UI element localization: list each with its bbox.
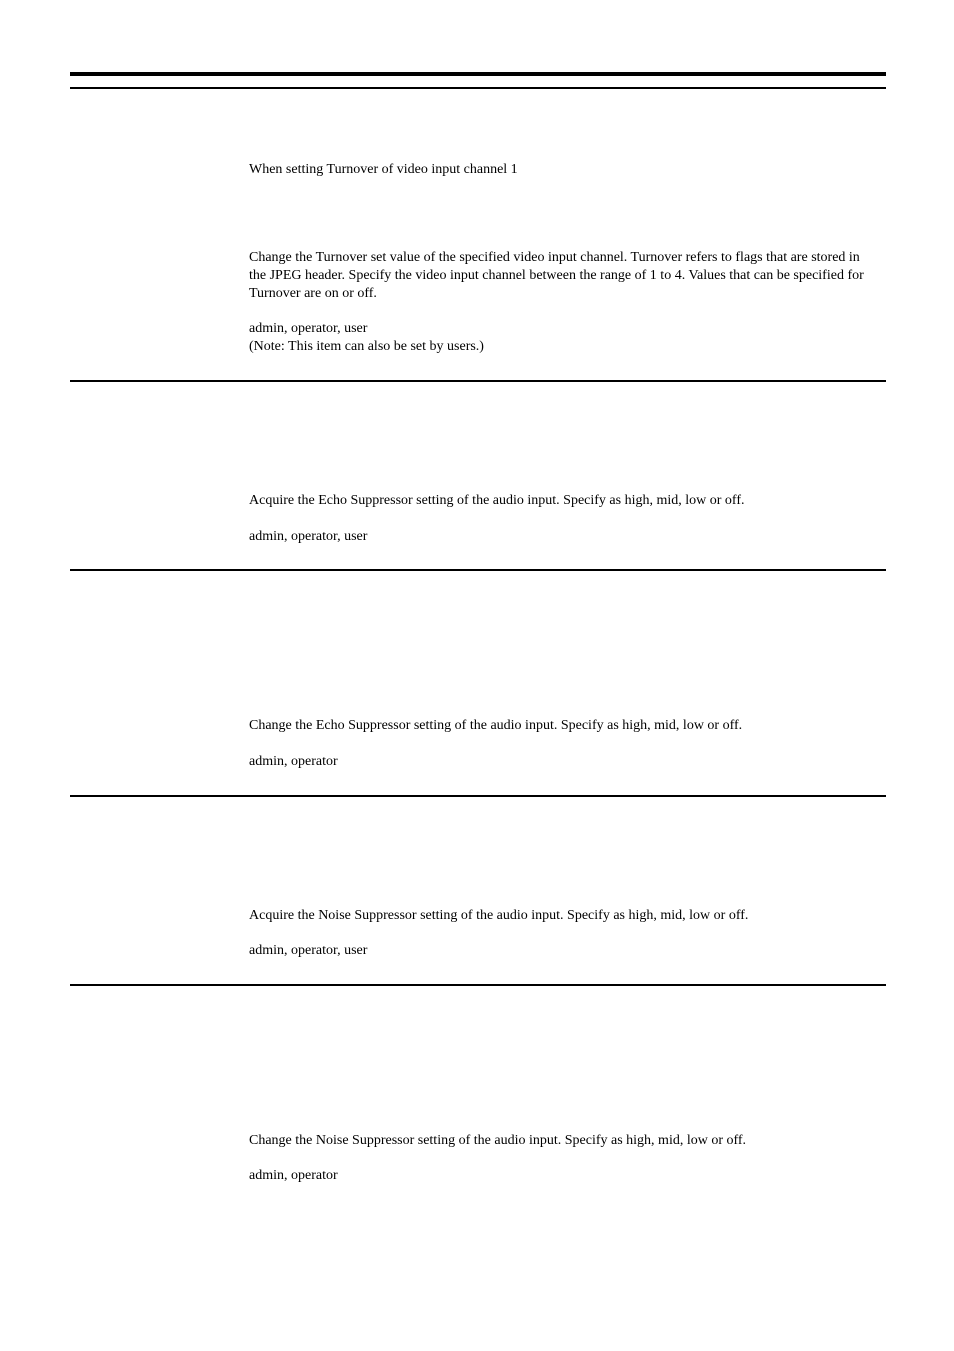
turnover-description-line-3: Turnover are on or off. bbox=[249, 286, 377, 301]
noise-get-access: admin, operator, user bbox=[249, 943, 368, 958]
section-divider-2 bbox=[70, 569, 886, 571]
echo-get-description: Acquire the Echo Suppressor setting of the audio input. Specify as high, mid, low or off. bbox=[249, 493, 745, 508]
section-divider-3 bbox=[70, 795, 886, 797]
echo-get-access: admin, operator, user bbox=[249, 529, 368, 544]
turnover-access-note: (Note: This item can also be set by users.) bbox=[249, 339, 484, 354]
noise-set-access: admin, operator bbox=[249, 1168, 338, 1183]
echo-set-access: admin, operator bbox=[249, 754, 338, 769]
turnover-description-line-2: the JPEG header. Specify the video input channel between the range of 1 to 4. Values that can be specified for bbox=[249, 268, 864, 283]
turnover-description-line-1: Change the Turnover set value of the specified video input channel. Turnover refers to flags that are stored in bbox=[249, 250, 860, 265]
turnover-access: admin, operator, user bbox=[249, 321, 368, 336]
turnover-example-note: When setting Turnover of video input channel 1 bbox=[249, 162, 518, 177]
header-rule-thick bbox=[70, 72, 886, 76]
header-rule-thin bbox=[70, 87, 886, 89]
noise-get-description: Acquire the Noise Suppressor setting of the audio input. Specify as high, mid, low or off. bbox=[249, 908, 749, 923]
noise-set-description: Change the Noise Suppressor setting of the audio input. Specify as high, mid, low or off. bbox=[249, 1133, 747, 1148]
section-divider-1 bbox=[70, 380, 886, 382]
turnover-description bbox=[249, 249, 889, 303]
section-divider-4 bbox=[70, 984, 886, 986]
echo-set-description: Change the Echo Suppressor setting of the audio input. Specify as high, mid, low or off. bbox=[249, 718, 743, 733]
